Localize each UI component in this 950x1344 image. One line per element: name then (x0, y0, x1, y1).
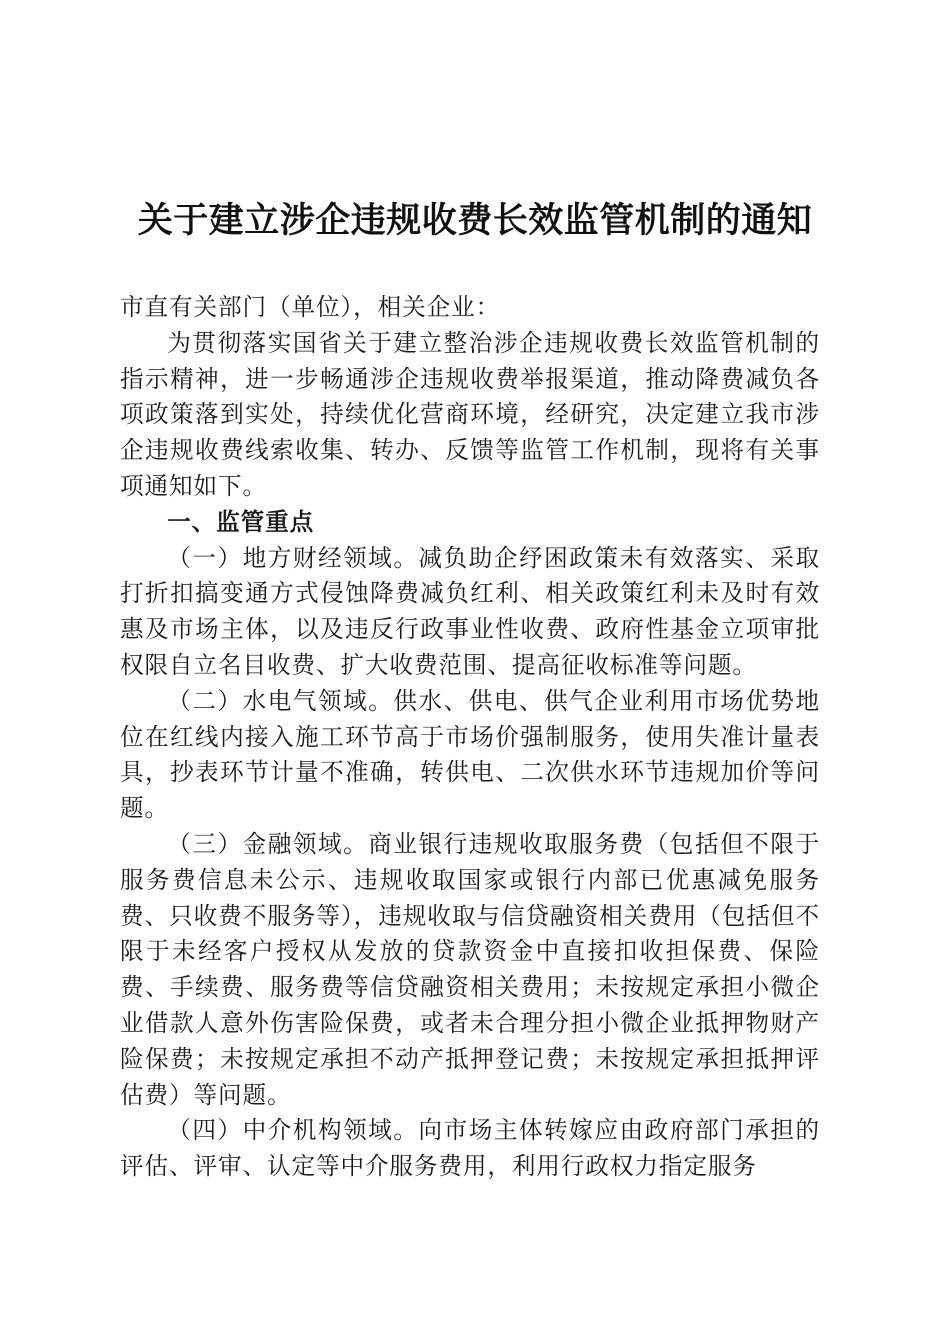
salutation: 市直有关部门（单位），相关企业： (120, 293, 501, 321)
item-label: （四）中介机构领域。 (167, 1116, 419, 1145)
intro-paragraph: 为贯彻落实国省关于建立整治涉企违规收费长效监管机制的指示精神，进一步畅通涉企违规收费举报渠道，推动降费减负各项政策落到实处，持续优化营商环境，经研究，决定建立我市涉企违规收费线索收集、转办、反馈等监管工作机制，现将有关事项通知如下。 (120, 328, 820, 500)
item-text: 减负助企纾困政策未有效落实、采取打折扣搞变通方式侵蚀降费减负红利、相关政策红利未及时有效惠及市场主体，以及违反行政事业性收费、政府性基金立项审批权限自立名目收费、扩大收费范围、提高征收标准等问题。 (120, 543, 820, 679)
item-paragraph-4 (120, 1113, 820, 1185)
item-paragraph-3 (120, 827, 820, 1113)
item-label: （三）金融领域。 (167, 829, 369, 858)
document-title: 关于建立涉企违规收费长效监管机制的通知 (137, 200, 813, 241)
item-label: （一）地方财经领域。 (167, 543, 419, 572)
item-paragraph-1 (120, 541, 820, 684)
document-body (120, 290, 820, 1185)
item-text: 供水、供电、供气企业利用市场优势地位在红线内接入施工环节高于市场价强制服务，使用失准计量表具，抄表环节计量不准确，转供电、二次供水环节违规加价等问题。 (120, 686, 820, 823)
item-text: 向市场主体转嫁应由政府部门承担的评估、评审、认定等中介服务费用，利用行政权力指定服务 (120, 1116, 820, 1181)
item-label: （二）水电气领域。 (167, 686, 394, 715)
item-paragraph-2 (120, 684, 820, 827)
section-heading: 一、监管重点 (167, 507, 315, 536)
item-text: 商业银行违规收取服务费（包括但不限于服务费信息未公示、违规收取国家或银行内部已优惠减免服务费、只收费不服务等），违规收取与信贷融资相关费用（包括但不限于未经客户授权从发放的贷款资金中直接扣收担保费、保险费、手续费、服务费等信贷融资相关费用；未按规定承担小微企业借款人意外伤害险保费，或者未合理分担小微企业抵押物财产险保费；未按规定承担不动产抵押登记费；未按规定承担抵押评估费）等问题。 (120, 829, 820, 1109)
